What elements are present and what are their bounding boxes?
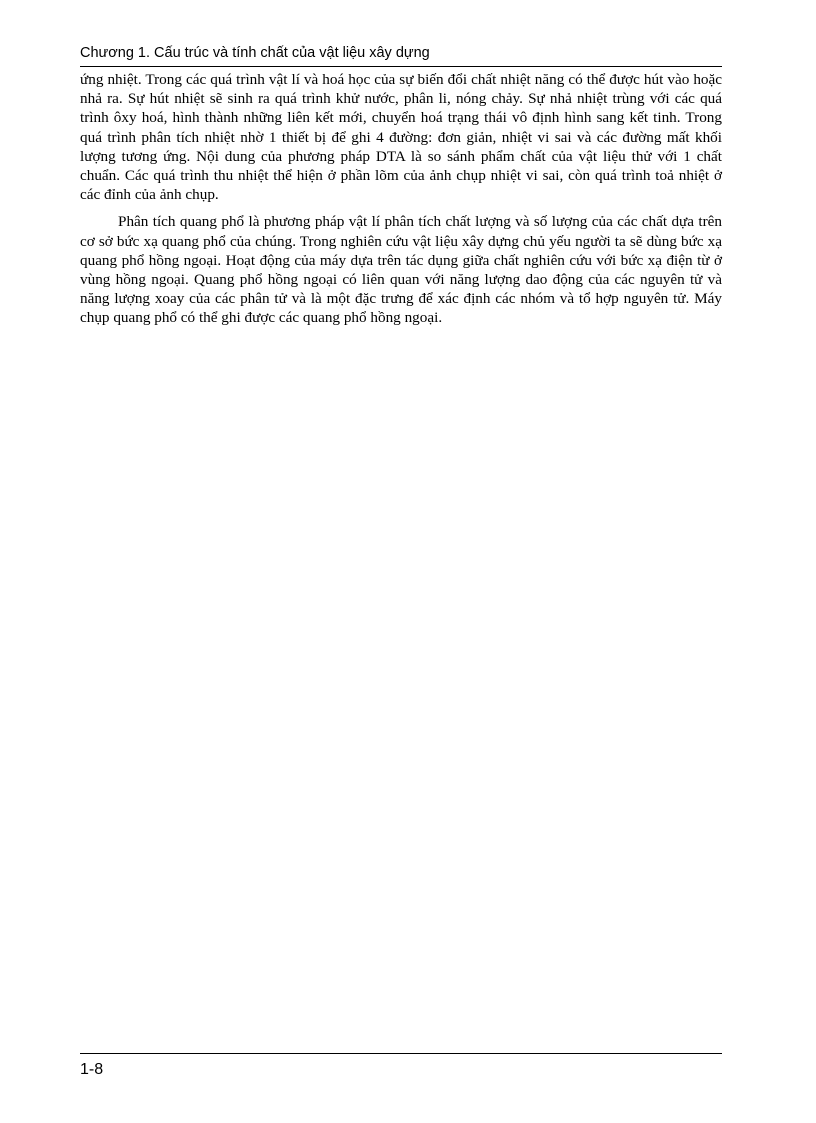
paragraph-spectral-analysis: Phân tích quang phổ là phương pháp vật lí phân tích chất lượng và số lượng của các chất dựa trên cơ sở bức xạ quang phổ của chúng. Trong nghiên cứu vật liệu xây dựng chủ yếu người ta sẽ dùng bức xạ quang phổ hồng ngoại. Hoạt động của máy dựa trên tác dụng giữa chất nghiên cứu với bức xạ điện từ ở vùng hồng ngoại. Quang phổ hồng ngoại có liên quan với năng lượng dao động của các nguyên tử và năng lượng xoay của các phân tử và là một đặc trưng để xác định các nhóm và tổ hợp nguyên tử. Máy chụp quang phổ có thể ghi được các quang phổ hồng ngoại. — [80, 213, 722, 327]
page-footer — [80, 1053, 722, 1086]
chapter-title: Chương 1. Cấu trúc và tính chất của vật liệu xây dựng — [80, 45, 430, 61]
page-header — [80, 38, 722, 67]
paragraph-continued: ứng nhiệt. Trong các quá trình vật lí và hoá học của sự biến đổi chất nhiệt năng có thể được hút vào hoặc nhả ra. Sự hút nhiệt sẽ sinh ra quá trình khử nước, phân li, nóng chảy. Sự nhả nhiệt trùng với các quá trình ôxy hoá, hình thành những liên kết mới, chuyển hoá trạng thái vô định hình sang kết tinh. Trong quá trình phân tích nhiệt nhờ 1 thiết bị để ghi 4 đường: đơn giản, nhiệt vi sai và các đường mất khối lượng tương ứng. Nội dung của phương pháp DTA là so sánh phẩm chất của vật liệu thử với 1 chất chuẩn. Các quá trình thu nhiệt thể hiện ở phần lõm của ảnh chụp nhiệt vi sai, còn quá trình toả nhiệt ở các đỉnh của ảnh chụp. — [80, 71, 722, 204]
page-number: 1-8 — [80, 1061, 104, 1078]
document-body — [80, 70, 722, 336]
